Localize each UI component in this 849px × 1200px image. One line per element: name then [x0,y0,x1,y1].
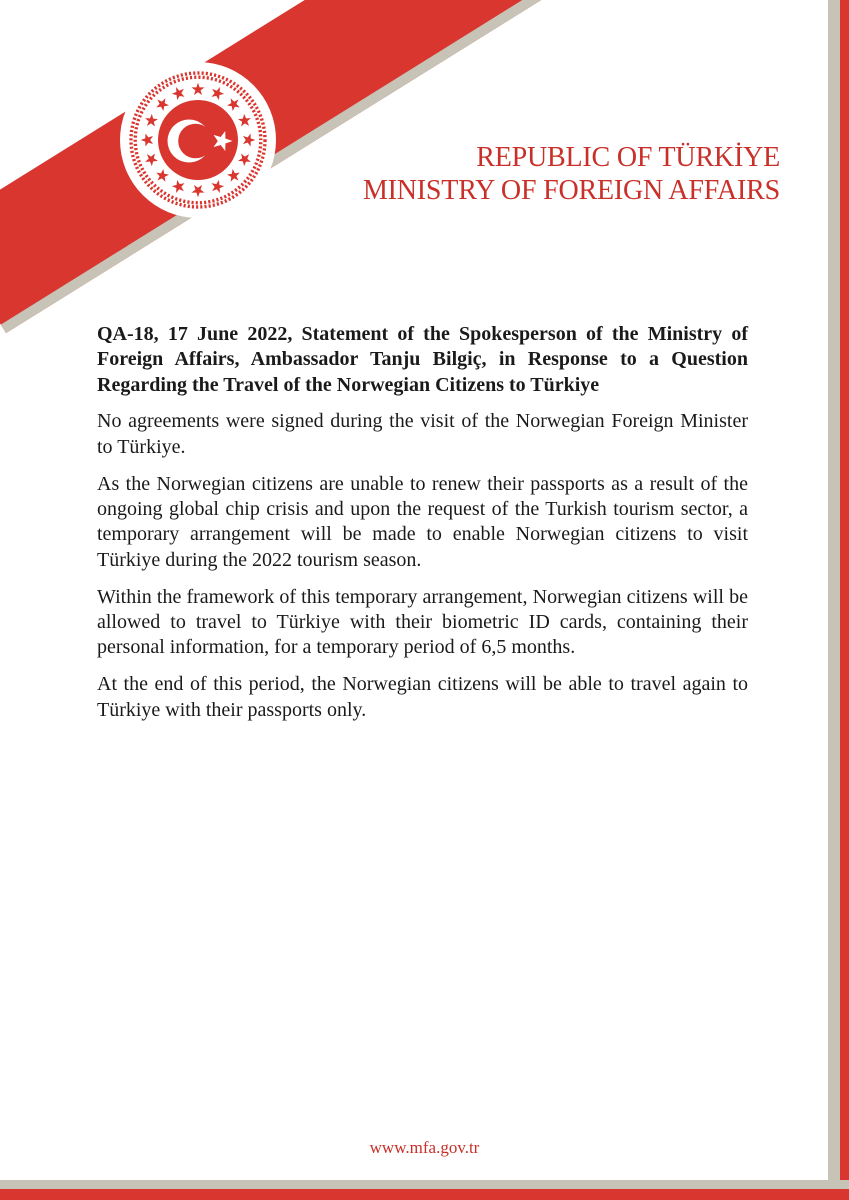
ministry-title: MINISTRY OF FOREIGN AFFAIRS [362,175,780,206]
statement-paragraph: As the Norwegian citizens are unable to renew their passports as a result of the ongoing global chip crisis and upon the request of the Turkish tourism sector, a temporary arrangement will be made to enable Norwegian citizens to visit Türkiye during the 2022 tourism season. [97,472,748,571]
footer-gray-bar [0,1180,849,1189]
republic-title: REPUBLIC OF TÜRKİYE [476,142,780,173]
right-edge-red-stripe [840,0,849,1200]
statement-paragraph: No agreements were signed during the visit of the Norwegian Foreign Minister to Türkiye. [97,410,748,458]
statement-title: QA-18, 17 June 2022, Statement of the Spokesperson of the Ministry of Foreign Affairs, Ambassador Tanju Bilgiç, in Response to a Question Regarding the Travel of the Norwegian Citizens to Türkiye [97,323,748,396]
statement-paragraph: Within the framework of this temporary arrangement, Norwegian citizens will be allowed to travel to Türkiye with their biometric ID cards, containing their personal information, for a temporary period of 6,5 months. [97,585,748,659]
footer-red-bar [0,1189,849,1200]
mfa-emblem [118,60,278,220]
statement-paragraph: At the end of this period, the Norwegian citizens will be able to travel again to Türkiye with their passports only. [97,673,748,721]
ministry-letterhead [363,141,780,207]
mfa-emblem-graphic [118,60,278,220]
footer-url[interactable]: www.mfa.gov.tr [369,1138,480,1157]
statement-body [97,322,748,735]
right-edge-gray-stripe [828,0,840,1189]
